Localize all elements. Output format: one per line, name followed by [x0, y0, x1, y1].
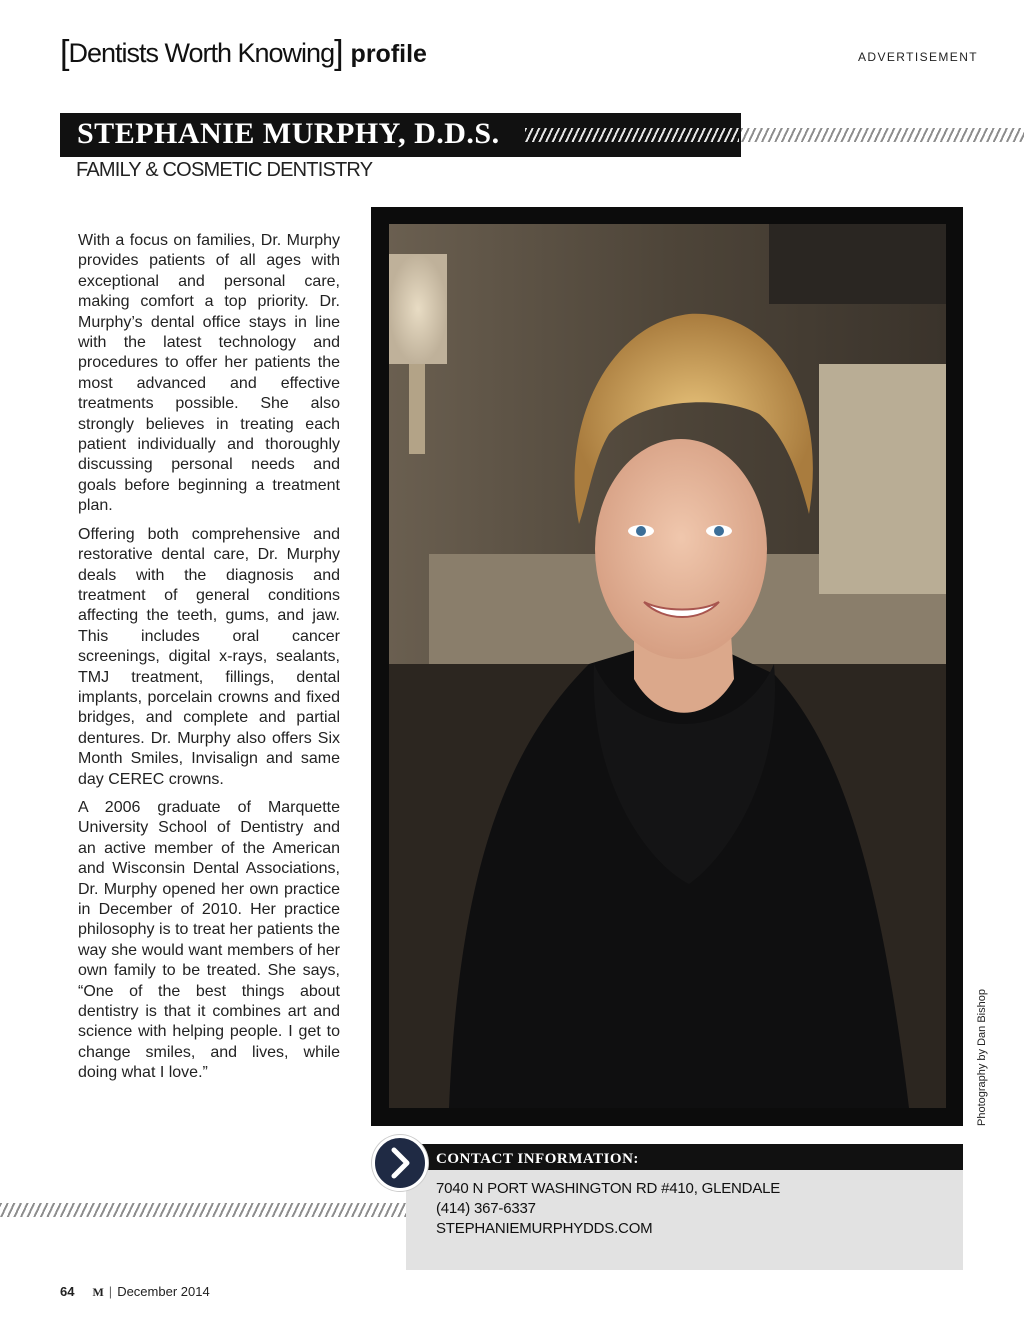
arrow-circle-icon	[372, 1135, 428, 1191]
bracket-open: [	[60, 34, 69, 72]
footer-separator: |	[108, 1284, 113, 1299]
specialty: FAMILY & COSMETIC DENTISTRY	[76, 159, 373, 181]
page-footer	[60, 1284, 210, 1300]
footer-hatch	[0, 1203, 406, 1217]
name-bar-hatch-dark	[525, 128, 739, 142]
paragraph-2: Offering both comprehensive and restorative dental care, Dr. Murphy deals with the diagnosis and treatment of general conditions affecting the teeth, gums, and jaw. This includes oral cancer screenings, digital x-rays, sealants, TMJ treatment, fillings, dental implants, porcelain crowns and fixed bridges, and complete and partial dentures. Dr. Murphy also offers Six Month Smiles, Invisalign and same day CEREC crowns.	[78, 525, 340, 788]
contact-address: 7040 N PORT WASHINGTON RD #410, GLENDALE	[436, 1180, 781, 1197]
series-title: Dentists Worth Knowing	[68, 38, 335, 68]
dentist-name: STEPHANIE MURPHY, D.D.S.	[77, 117, 500, 150]
portrait-photo	[389, 224, 946, 1108]
article-body	[78, 231, 340, 1092]
section-label: profile	[350, 40, 427, 68]
series-header	[60, 34, 427, 73]
paragraph-3: A 2006 graduate of Marquette University School of Dentistry and an active member of the American and Wisconsin Dental Associations, Dr. Murphy opened her own practice in December of 2010. Her practice philosophy is to treat her patients the way she would want members of her own family to be treated. She says, “One of the best things about dentistry is that it combines art and science with helping people. I get to change smiles, and lives, while doing what I love.”	[78, 798, 340, 1082]
magazine-logo: M	[92, 1285, 104, 1299]
contact-website[interactable]: STEPHANIEMURPHYDDS.COM	[436, 1220, 653, 1237]
bracket-close: ]	[334, 34, 343, 72]
page-number: 64	[60, 1284, 75, 1299]
contact-phone[interactable]: (414) 367-6337	[436, 1200, 536, 1217]
advertisement-label: ADVERTISEMENT	[858, 50, 978, 64]
name-bar-hatch	[741, 128, 1024, 142]
paragraph-1: With a focus on families, Dr. Murphy provides patients of all ages with exceptional and personal care, making comfort a top priority. Dr. Murphy’s dental office stays in line with the latest technology and procedures to offer her patients the most advanced and effective treatments possible. She also strongly believes in treating each patient individually and thoroughly discussing personal needs and goals before beginning a treatment plan.	[78, 232, 340, 515]
portrait-illustration	[389, 224, 946, 1108]
contact-title: CONTACT INFORMATION:	[436, 1151, 639, 1167]
photo-credit: Photography by Dan Bishop	[976, 989, 988, 1126]
issue-date: December 2014	[117, 1284, 210, 1299]
